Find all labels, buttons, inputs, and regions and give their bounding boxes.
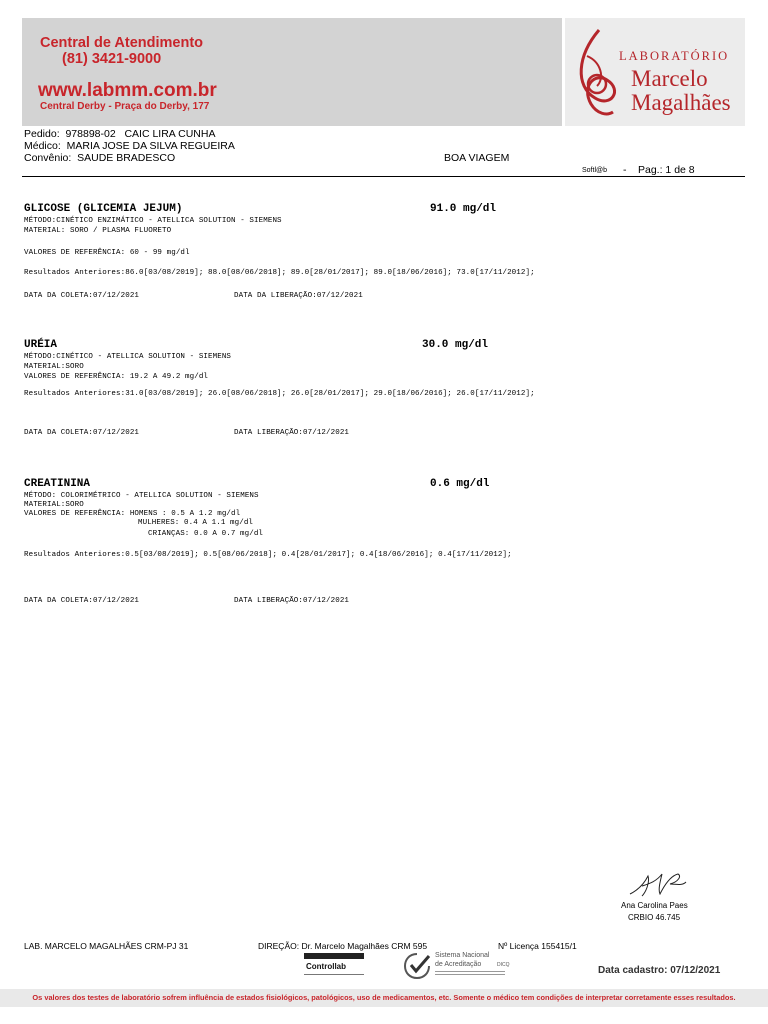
logo-subtitle: LABORATÓRIO	[619, 49, 730, 63]
accreditation-check-icon	[403, 952, 431, 980]
unit-name: BOA VIAGEM	[444, 152, 510, 164]
page-dash: -	[623, 164, 627, 176]
signatory-name: Ana Carolina Paes	[621, 901, 688, 910]
exam-material: MATERIAL: SORO / PLASMA FLUORETO	[24, 227, 172, 235]
dicq-fineprint	[435, 971, 505, 975]
exam-result: 0.6 mg/dl	[430, 478, 490, 490]
central-label: Central de Atendimento	[40, 35, 204, 51]
lab-logo	[565, 18, 745, 126]
controllab-underline	[304, 974, 364, 975]
footer-direcao: DIREÇÃO: Dr. Marcelo Magalhães CRM 595	[258, 941, 428, 951]
exam-result: 91.0 mg/dl	[430, 203, 497, 215]
data-cadastro: Data cadastro: 07/12/2021	[598, 965, 721, 976]
header-rule	[22, 176, 745, 177]
patient-name: CAIC LIRA CUNHA	[124, 128, 216, 140]
medico-name: MARIA JOSE DA SILVA REGUEIRA	[66, 140, 235, 152]
pedido-label: Pedido:	[24, 128, 60, 140]
dicq-seal	[403, 950, 523, 984]
medico-row	[24, 140, 235, 152]
dicq-line2: de Acreditação	[435, 961, 482, 968]
exam-name: GLICOSE (GLICEMIA JEJUM)	[24, 203, 183, 215]
exam-previous-results: Resultados Anteriores:0.5[03/08/2019]; 0.5[08/06/2018]; 0.4[28/01/2017]; 0.4[18/06/2016]; 0.4[17/11/2012];	[24, 551, 512, 559]
dicq-line1: Sistema Nacional	[435, 952, 490, 959]
dicq-tag: DICQ	[497, 962, 510, 968]
exam-method: MÉTODO:CINÉTICO ENZIMÁTICO - ATELLICA SOLUTION - SIEMENS	[24, 217, 282, 225]
exam-material: MATERIAL:SORO	[24, 363, 84, 371]
exam-name: URÉIA	[24, 339, 58, 351]
phone-number: (81) 3421-9000	[62, 51, 162, 67]
exam-reference-children: CRIANÇAS: 0.0 A 0.7 mg/dl	[148, 530, 264, 538]
page-indicator: Pag.: 1 de 8	[638, 164, 695, 176]
exam-name: CREATININA	[24, 478, 91, 490]
footer-licenca: Nº Licença 155415/1	[498, 941, 577, 951]
address: Central Derby - Praça do Derby, 177	[40, 101, 210, 112]
disclaimer-note: Os valores dos testes de laboratório sofrem influência de estados fisiológicos, patológicos, uso de medicamentos, etc. Somente o médico tem condições de interpretar corretamente esses resultados.	[0, 989, 768, 1007]
exam-reference: VALORES DE REFERÊNCIA: HOMENS : 0.5 A 1.2 mg/dl	[24, 510, 241, 518]
exam-previous-results: Resultados Anteriores:86.0[03/08/2019]; 88.0[08/06/2018]; 89.0[28/01/2017]; 89.0[18/06/2016]; 73.0[17/11/2012];	[24, 269, 535, 277]
pedido-row	[24, 128, 215, 140]
header-banner	[22, 18, 745, 126]
logo-name-line2: Magalhães	[631, 90, 731, 115]
exam-liberacao-date: DATA DA LIBERAÇÃO:07/12/2021	[234, 292, 363, 300]
signatory-crbio: CRBIO 46.745	[628, 913, 681, 922]
exam-coleta-date: DATA DA COLETA:07/12/2021	[24, 429, 140, 437]
handwritten-signature-icon	[626, 868, 690, 900]
softlab-tag: Softl@b	[582, 167, 608, 174]
exam-reference: VALORES DE REFERÊNCIA: 60 - 99 mg/dl	[24, 249, 190, 257]
logo-name-line1: Marcelo	[631, 66, 708, 91]
controllab-text: Controllab	[306, 962, 346, 971]
exam-method: MÉTODO:CINÉTICO - ATELLICA SOLUTION - SIEMENS	[24, 353, 232, 361]
exam-coleta-date: DATA DA COLETA:07/12/2021	[24, 597, 140, 605]
website-link[interactable]: www.labmm.com.br	[38, 80, 217, 101]
controllab-seal	[302, 953, 366, 979]
convenio-row	[24, 152, 175, 164]
exam-coleta-date: DATA DA COLETA:07/12/2021	[24, 292, 140, 300]
convenio-label: Convênio:	[24, 152, 72, 164]
exam-reference-women: MULHERES: 0.4 A 1.1 mg/dl	[138, 519, 254, 527]
convenio-name: SAUDE BRADESCO	[77, 152, 176, 164]
exam-material: MATERIAL:SORO	[24, 501, 84, 509]
exam-liberacao-date: DATA LIBERAÇÃO:07/12/2021	[234, 597, 350, 605]
exam-liberacao-date: DATA LIBERAÇÃO:07/12/2021	[234, 429, 350, 437]
controllab-bar	[304, 953, 364, 959]
logo-symbol-icon	[567, 26, 627, 122]
exam-previous-results: Resultados Anteriores:31.0[03/08/2019]; 26.0[08/06/2018]; 26.0[28/01/2017]; 29.0[18/06/2016]; 26.0[17/11/2012];	[24, 390, 535, 398]
exam-method: MÉTODO: COLORIMÉTRICO - ATELLICA SOLUTION - SIEMENS	[24, 492, 259, 500]
pedido-number: 978898-02	[65, 128, 116, 140]
medico-label: Médico:	[24, 140, 61, 152]
exam-reference: VALORES DE REFERÊNCIA: 19.2 A 49.2 mg/dl	[24, 373, 209, 381]
footer-lab: LAB. MARCELO MAGALHÃES CRM-PJ 31	[24, 941, 189, 951]
exam-result: 30.0 mg/dl	[422, 339, 489, 351]
